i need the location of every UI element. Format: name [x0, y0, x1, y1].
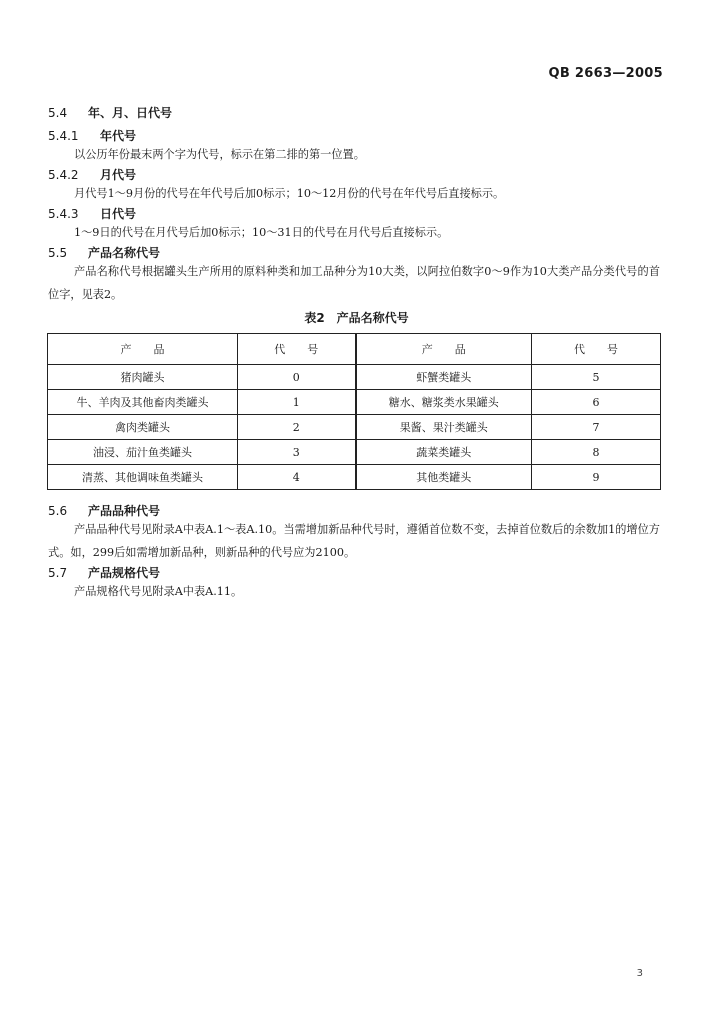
code-cell: 9 [532, 465, 661, 490]
section-title: 产品名称代号 [88, 246, 161, 260]
header-product-right: 产 品 [356, 334, 532, 365]
section-title: 产品品种代号 [88, 504, 161, 518]
heading-5-4-3 [48, 205, 136, 222]
product-cell: 牛、羊肉及其他畜肉类罐头 [48, 390, 238, 415]
table-row [48, 365, 661, 390]
section-number: 5.4.1 [48, 129, 79, 143]
code-cell: 3 [238, 440, 356, 465]
paragraph-5-7: 产品规格代号见附录A中表A.11。 [74, 585, 243, 598]
heading-5-5 [48, 244, 160, 261]
heading-5-4-1 [48, 127, 136, 144]
section-title: 产品规格代号 [88, 566, 161, 580]
header-code-right: 代 号 [532, 334, 661, 365]
section-number: 5.6 [48, 504, 68, 518]
product-cell: 果酱、果汁类罐头 [356, 415, 532, 440]
product-code-table [47, 333, 661, 490]
table-row [48, 465, 661, 490]
heading-5-6 [48, 502, 160, 519]
code-cell: 6 [532, 390, 661, 415]
table-row [48, 440, 661, 465]
section-title: 月代号 [100, 168, 137, 182]
product-cell: 禽肉类罐头 [48, 415, 238, 440]
product-cell: 其他类罐头 [356, 465, 532, 490]
code-cell: 1 [238, 390, 356, 415]
section-title: 日代号 [100, 207, 137, 221]
product-cell: 油浸、茄汁鱼类罐头 [48, 440, 238, 465]
header-code-left: 代 号 [238, 334, 356, 365]
code-cell: 5 [532, 365, 661, 390]
product-cell: 猪肉罐头 [48, 365, 238, 390]
table-header-row [48, 334, 661, 365]
code-cell: 4 [238, 465, 356, 490]
section-number: 5.5 [48, 246, 68, 260]
paragraph-5-6: 产品品种代号见附录A中表A.1～表A.10。当需增加新品种代号时，遵循首位数不变，去掉首位数后的余数加1的增位方式。如，299后如需增加新品种，则新品种的代号应为2100。 [48, 523, 660, 559]
table-caption: 表2 产品名称代号 [304, 311, 409, 325]
code-cell: 0 [238, 365, 356, 390]
header-product-left: 产 品 [48, 334, 238, 365]
section-number: 5.4.2 [48, 168, 79, 182]
section-number: 5.7 [48, 566, 68, 580]
section-number: 5.4.3 [48, 207, 79, 221]
paragraph-5-4-1: 以公历年份最末两个字为代号，标示在第二排的第一位置。 [74, 148, 365, 161]
heading-5-7 [48, 564, 160, 581]
table-row [48, 415, 661, 440]
product-cell: 蔬菜类罐头 [356, 440, 532, 465]
code-cell: 7 [532, 415, 661, 440]
paragraph-5-5: 产品名称代号根据罐头生产所用的原料种类和加工品种分为10大类，以阿拉伯数字0～9作为10大类产品分类代号的首位字，见表2。 [48, 265, 660, 301]
heading-5-4 [48, 104, 172, 121]
heading-5-4-2 [48, 166, 136, 183]
table-row [48, 390, 661, 415]
page-number: 3 [636, 968, 643, 979]
code-cell: 8 [532, 440, 661, 465]
product-cell: 清蒸、其他调味鱼类罐头 [48, 465, 238, 490]
paragraph-5-4-2: 月代号1～9月份的代号在年代号后加0标示；10～12月份的代号在年代号后直接标示。 [74, 187, 505, 200]
code-cell: 2 [238, 415, 356, 440]
product-cell: 虾蟹类罐头 [356, 365, 532, 390]
section-number: 5.4 [48, 106, 68, 120]
standard-code: QB 2663—2005 [548, 66, 663, 81]
section-title: 年代号 [100, 129, 137, 143]
section-title: 年、月、日代号 [88, 106, 173, 120]
paragraph-5-4-3: 1～9日的代号在月代号后加0标示；10～31日的代号在月代号后直接标示。 [74, 226, 449, 239]
product-cell: 糖水、糖浆类水果罐头 [356, 390, 532, 415]
